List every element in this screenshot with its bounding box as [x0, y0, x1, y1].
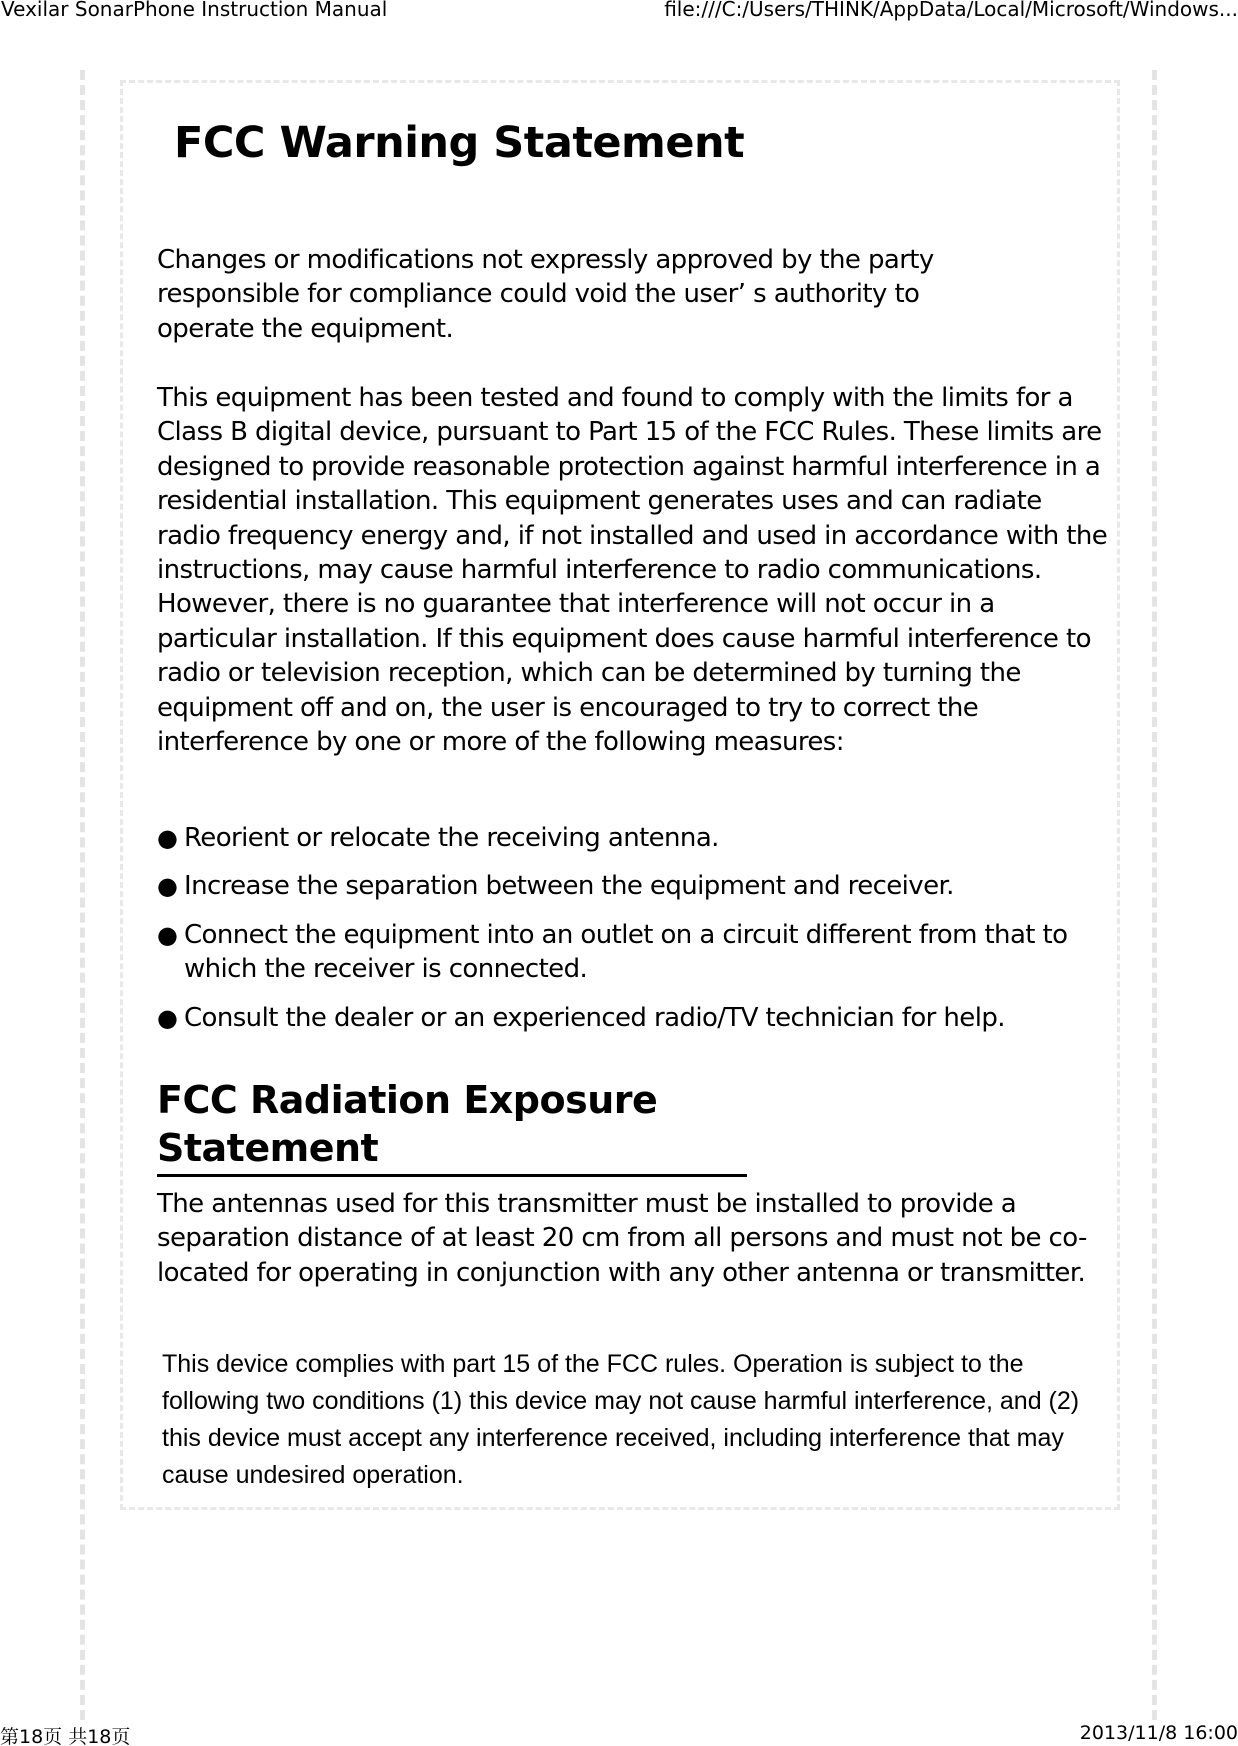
file-path: file:///C:/Users/THINK/AppData/Local/Microsoft/Windows...: [664, 0, 1238, 21]
document-title: Vexilar SonarPhone Instruction Manual: [1, 0, 388, 21]
page-number: 第18页 共18页: [0, 1726, 131, 1746]
list-item: [157, 821, 1112, 855]
bullet-icon: ●: [157, 872, 178, 901]
list-item-text: Consult the dealer or an experienced radio/TV technician for help.: [184, 1002, 1005, 1033]
radiation-exposure-heading: FCC Radiation Exposure Statement: [157, 1076, 747, 1177]
modifications-paragraph: Changes or modifications not expressly approved by the party responsible for compliance could void the user’ s authority to operate the equipment.: [157, 245, 934, 344]
print-timestamp: 2013/11/8 16:00: [1079, 1722, 1238, 1744]
list-item-text: Increase the separation between the equipment and receiver.: [184, 871, 954, 902]
page-border-right: [1152, 70, 1157, 1720]
list-item: [157, 869, 1112, 903]
page-title: FCC Warning Statement: [174, 118, 745, 168]
list-item-text: Reorient or relocate the receiving antenna.: [184, 823, 719, 853]
bullet-icon: ●: [157, 1003, 178, 1032]
compliance-paragraph: This device complies with part 15 of the FCC rules. Operation is subject to the following two conditions (1) this device may not cause harmful interference, and (2) this device must accept any interference received, including interference that may cause undesired operation.: [162, 1350, 1080, 1489]
list-item-text: Connect the equipment into an outlet on a circuit different from that to which the receiver is connected.: [184, 919, 1068, 985]
class-b-paragraph: This equipment has been tested and found to comply with the limits for a Class B digital device, pursuant to Part 15 of the FCC Rules. These limits are designed to provide reasonable protection against harmful interference in a residential installation. This equipment generates uses and can radiate radio frequency energy and, if not installed and used in accordance with the instructions, may cause harmful interference to radio communications. However, there is no guarantee that interference will not occur in a particular installation. If this equipment does cause harmful interference to radio or television reception, which can be determined by turning the equipment off and on, the user is encouraged to try to correct the interference by one or more of the following measures:: [157, 383, 1108, 758]
radiation-exposure-paragraph: The antennas used for this transmitter must be installed to provide a separation distance of at least 20 cm from all persons and must not be co-located for operating in conjunction with any other antenna or transmitter.: [157, 1189, 1087, 1288]
measures-list: [157, 821, 1112, 1049]
page-border-left: [80, 70, 85, 1720]
list-item: [157, 1001, 1112, 1035]
list-item: [157, 918, 1112, 987]
bullet-icon: ●: [157, 920, 178, 949]
bullet-icon: ●: [157, 824, 178, 852]
